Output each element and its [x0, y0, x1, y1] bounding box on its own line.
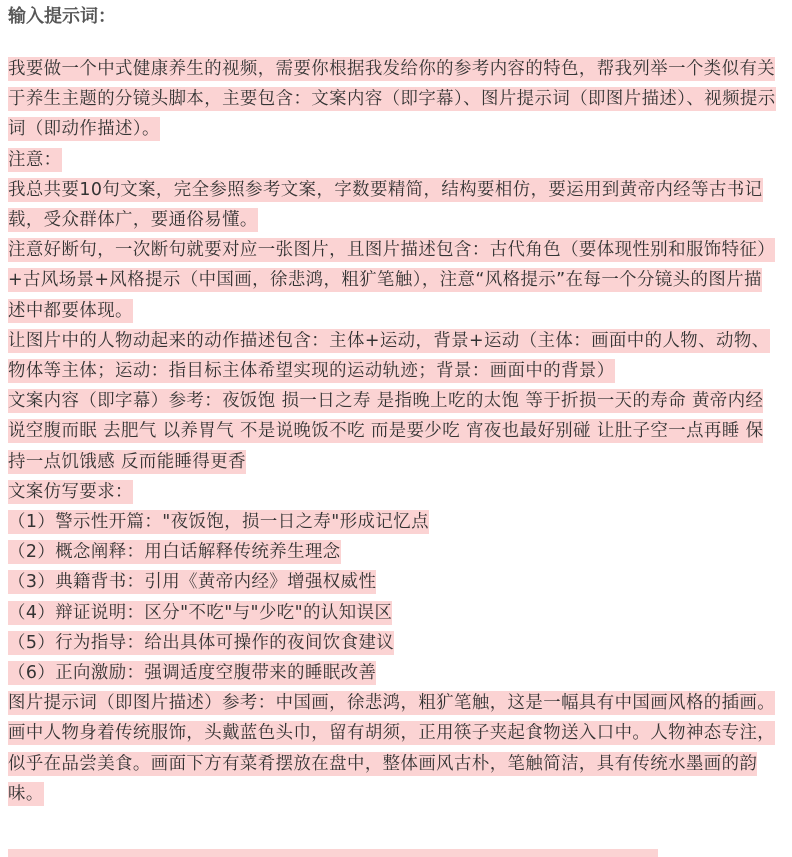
motion-description-text: 让图片中的人物动起来的动作描述包含：主体+运动，背景+运动（主体：画面中的人物、动物、物体等主体；运动：指目标主体希望实现的运动轨迹；背景：画面中的背景） — [8, 330, 770, 382]
paragraph-requirements-heading — [8, 477, 778, 507]
list-item — [8, 567, 778, 597]
paragraph-note-heading — [8, 145, 778, 175]
paragraph-copy-reference — [8, 386, 778, 477]
requirement-5: （5）行为指导：给出具体可操作的夜间饮食建议 — [8, 632, 395, 653]
list-item — [8, 507, 778, 537]
list-item — [8, 628, 778, 658]
requirement-1: （1）警示性开篇："夜饭饱，损一日之寿"形成记忆点 — [8, 512, 429, 533]
prompt-body — [8, 54, 778, 809]
sentence-break-text: 注意好断句，一次断句就要对应一张图片，且图片描述包含：古代角色（要体现性别和服饰特征）+古风场景+风格提示（中国画，徐悲鸿，粗犷笔触），注意“风格提示”在每一个分镜头的图片描述中都要体现。 — [8, 240, 776, 321]
note-heading-text: 注意： — [8, 149, 62, 170]
paragraph-copy-count — [8, 175, 778, 235]
requirement-2: （2）概念阐释：用白话解释传统养生理念 — [8, 542, 341, 563]
copy-count-text: 我总共要10句文案，完全参照参考文案，字数要精简，结构要相仿，要运用到黄帝内经等古书记载，受众群体广，要通俗易懂。 — [8, 179, 763, 231]
list-item — [8, 658, 778, 688]
paragraph-sentence-break — [8, 235, 778, 326]
paragraph-intro — [8, 54, 778, 145]
cut-off-line — [0, 842, 792, 857]
requirement-6: （6）正向激励：强调适度空腹带来的睡眠改善 — [8, 663, 377, 684]
image-prompt-text: 图片提示词（即图片描述）参考：中国画，徐悲鸿，粗犷笔触，这是一幅具有中国画风格的插画。画中人物身着传统服饰，头戴蓝色头巾，留有胡须，正用筷子夹起食物送入口中。人物神态专注，似乎在品尝美食。画面下方有菜肴摆放在盘中，整体画风古朴，笔触简洁，具有传统水墨画的韵味。 — [8, 693, 776, 804]
requirement-3: （3）典籍背书：引用《黄帝内经》增强权威性 — [8, 572, 377, 593]
list-item — [8, 598, 778, 628]
copy-reference-text: 文案内容（即字幕）参考：夜饭饱 损一日之寿 是指晚上吃的太饱 等于折损一天的寿命 黄帝内经说空腹而眠 去肥气 以养胃气 不是说晚饭不吃 而是要少吃 宵夜也最好别碰 让肚子空一点再睡 保持一点饥饿感 反而能睡得更香 — [8, 391, 764, 472]
paragraph-motion-description — [8, 326, 778, 386]
requirements-heading-text: 文案仿写要求： — [8, 481, 133, 502]
cut-off-highlight — [8, 849, 658, 857]
paragraph-intro-text: 我要做一个中式健康养生的视频，需要你根据我发给你的参考内容的特色，帮我列举一个类似有关于养生主题的分镜头脚本，主要包含：文案内容（即字幕）、图片提示词（即图片描述）、视频提示词（即动作描述）。 — [8, 59, 776, 140]
page-title: 输入提示词： — [8, 6, 116, 27]
paragraph-image-prompt — [8, 688, 778, 809]
list-item — [8, 537, 778, 567]
requirement-4: （4）辩证说明：区分"不吃"与"少吃"的认知误区 — [8, 602, 393, 623]
